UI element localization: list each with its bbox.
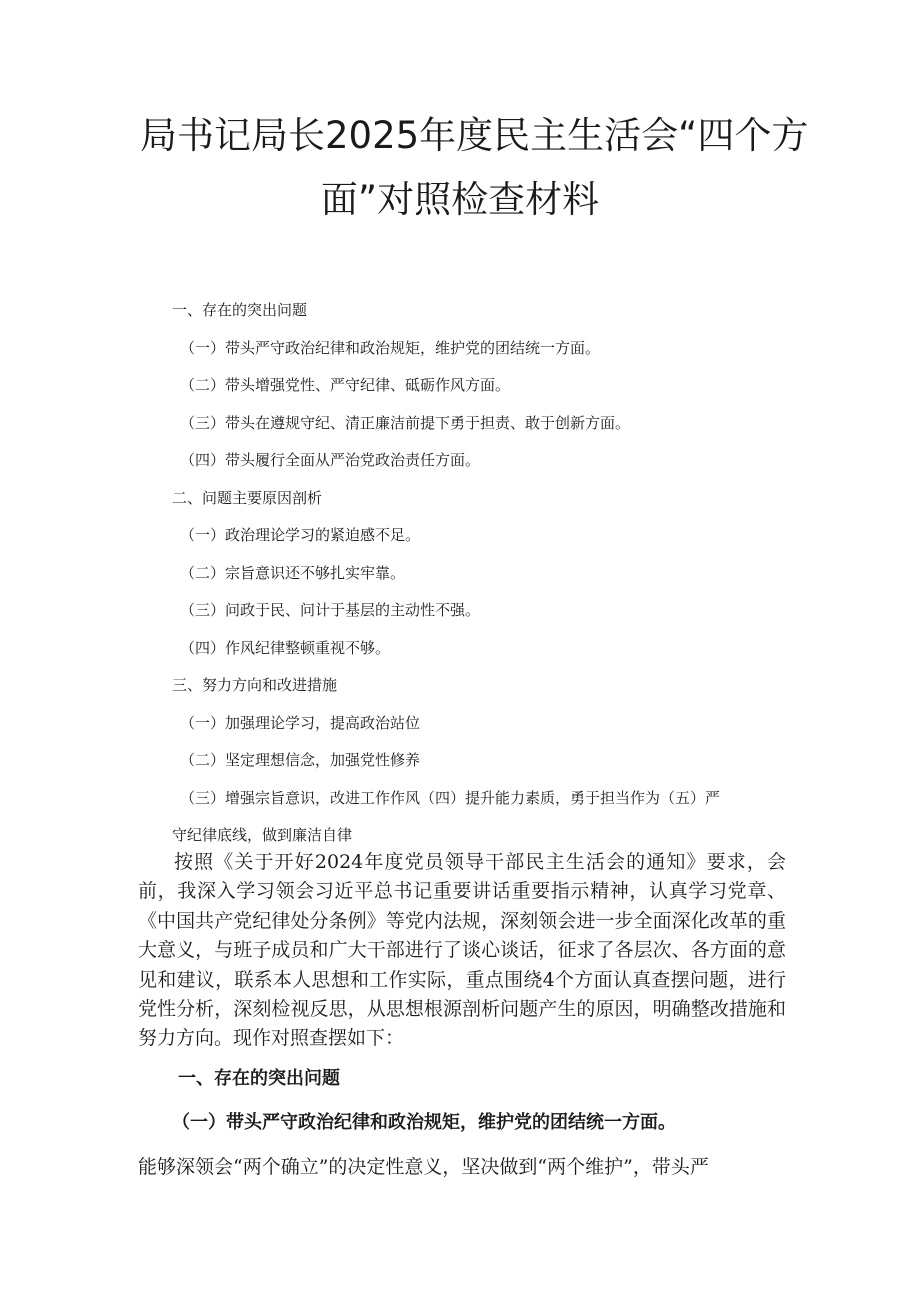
outline-item-continuation: 守纪律底线，做到廉洁自律 <box>172 826 353 844</box>
outline-item: （三）带头在遵规守纪、清正廉洁前提下勇于担责、敢于创新方面。 <box>180 413 631 432</box>
document-title-line-1 <box>140 104 809 168</box>
outline-item: 三、努力方向和改进措施 <box>172 676 338 694</box>
subsection-heading: （一）带头严守政治纪律和政治规矩，维护党的团结统一方面。 <box>172 1112 676 1133</box>
outline-item: （一）政治理论学习的紧迫感不足。 <box>180 526 421 544</box>
body-paragraph: 能够深领会“两个确立”的决定性意义，坚决做到“两个维护”，带头严 <box>138 1156 709 1178</box>
outline-item: （一）带头严守政治纪律和政治规矩，维护党的团结统一方面。 <box>180 338 601 357</box>
title-text-1: 局书记局长2025年度民主生活会“四个方 <box>140 114 809 157</box>
document-title-line-2 <box>140 168 780 232</box>
outline-item: （二）坚定理想信念，加强党性修养 <box>180 751 421 769</box>
outline-item: 二、问题主要原因剖析 <box>172 488 323 507</box>
title-text-2: 面”对照检查材料 <box>320 178 600 221</box>
outline-item: 一、存在的突出问题 <box>172 301 308 319</box>
outline-item: （三）增强宗旨意识，改进工作作风（四）提升能力素质，勇于担当作为（五）严 <box>180 788 721 807</box>
outline-list <box>172 292 792 855</box>
outline-item: （二）宗旨意识还不够扎实牢靠。 <box>180 563 406 582</box>
outline-item: （一）加强理论学习，提高政治站位 <box>180 713 421 732</box>
outline-item: （二）带头增强党性、严守纪律、砥砺作风方面。 <box>180 376 511 394</box>
outline-item: （三）问政于民、问计于基层的主动性不强。 <box>180 601 481 619</box>
intro-paragraph: 按照《关于开好2024年度党员领导干部民主生活会的通知》要求，会前，我深入学习领会习近平总书记重要讲话重要指示精神，认真学习党章、《中国共产党纪律处分条例》等党内法规，深刻领会进一步全面深化改革的重大意义，与班子成员和广大干部进行了谈心谈话，征求了各层次、各方面的意见和建议，联系本人思想和工作实际，重点围绕4个方面认真查摆问题，进行党性分析，深刻检视反思，从思想根源剖析问题产生的原因，明确整改措施和努力方向。现作对照查摆如下： <box>138 851 786 1050</box>
outline-item: （四）作风纪律整顿重视不够。 <box>180 638 391 657</box>
outline-item: （四）带头履行全面从严治党政治责任方面。 <box>180 451 481 469</box>
section-heading: 一、存在的突出问题 <box>178 1068 340 1089</box>
